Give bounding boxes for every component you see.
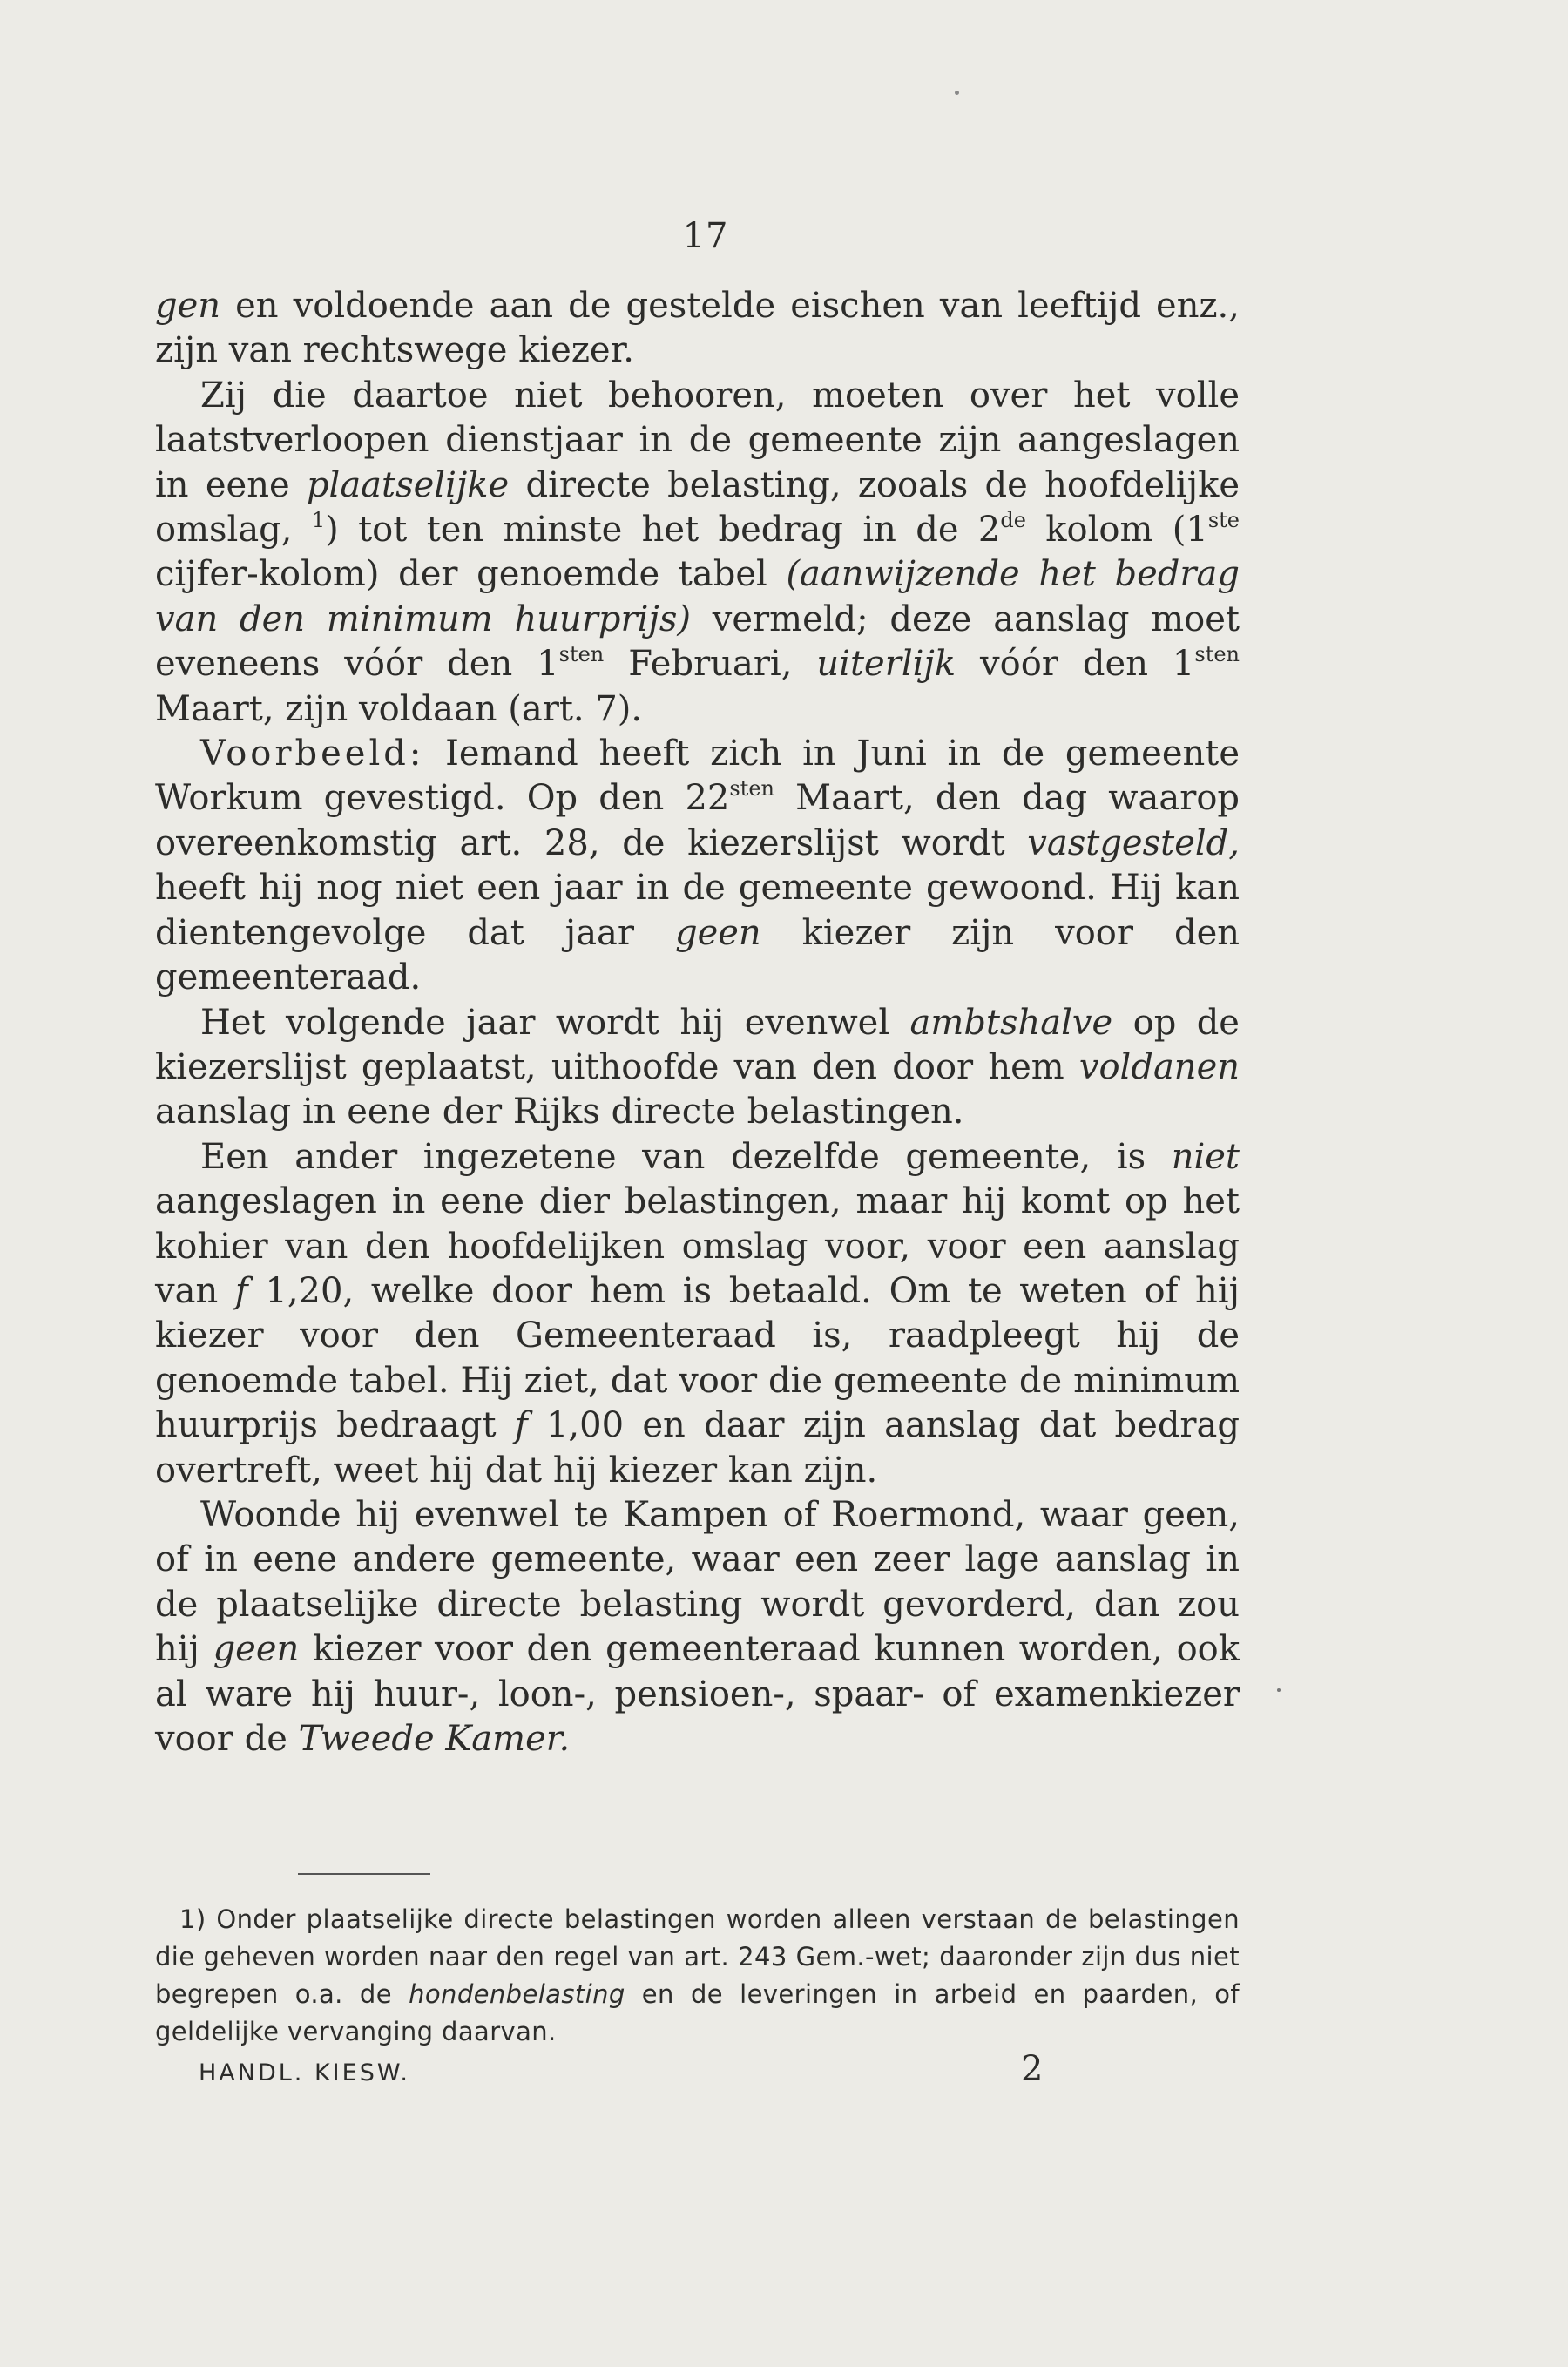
paper-speck [1277, 1688, 1281, 1692]
text-run: en de leveringen in arbeid en paarden, of geldelijke vervanging daarvan. [155, 1979, 1240, 2046]
spaced-text: Voorbeeld: [200, 734, 425, 774]
italic-text: gen [155, 286, 221, 326]
italic-text: geen [213, 1629, 300, 1670]
italic-text: (aanwijzende het bedrag van den minimum huurprijs) [155, 554, 1240, 639]
superscript: sten [558, 642, 605, 667]
paragraph-3 [155, 732, 1240, 1000]
paper-speck [955, 91, 959, 95]
paragraph-4 [155, 1001, 1240, 1135]
footnote-text [155, 1901, 1240, 2051]
italic-text: plaatselijke [306, 464, 510, 505]
text-run: cijfer-kolom) der genoemde tabel [155, 554, 787, 595]
paragraph-6 [155, 1493, 1240, 1762]
text-run: Maart, zijn voldaan (art. 7). [155, 688, 643, 729]
italic-text: hondenbelasting [409, 1979, 625, 2009]
text-run: 1,20, welke door hem is betaald. Om te weten of hij kiezer voor den Gemeenteraad is, raadpleegt hij de genoemde tabel. Hij ziet, dat voor die gemeente de minimum huurprijs bedraagt [155, 1270, 1240, 1446]
text-run: en voldoende aan de gestelde eischen van leeftijd enz., zijn van rechtswege kiezer. [155, 286, 1240, 371]
text-run: aangeslagen in eene dier belastingen, maar hij komt op het kohier van den hoofdelijken omslag voor, voor een aanslag van [155, 1181, 1240, 1311]
italic-text: f [234, 1270, 248, 1311]
paragraph-1 [155, 284, 1240, 374]
text-run: Maart, den dag waarop overeenkomstig art. 28, de kiezerslijst wordt [155, 778, 1240, 863]
body-text [155, 284, 1240, 1762]
page-number: 17 [682, 216, 729, 256]
text-run: ) tot ten minste het bedrag in de 2 [325, 510, 1001, 551]
italic-text: ambtshalve [909, 1002, 1113, 1043]
text-run: directe belasting, zooals de hoofdelijke omslag, [155, 464, 1240, 551]
text-run: Woonde hij evenwel te Kampen of Roermond, waar geen, of in eene andere gemeente, waar een zeer lage aanslag in de plaatselijke directe belasting wordt gevorderd, dan zou hij [155, 1494, 1240, 1670]
text-run: 1,00 en daar zijn aanslag dat bedrag overtreft, weet hij dat hij kiezer kan zijn. [155, 1405, 1240, 1491]
text-run: vóór den 1 [956, 644, 1195, 685]
text-run: kiezer voor den gemeenteraad kunnen worden, ook al ware hij huur-, loon-, pensioen-, spaar- of examenkiezer voor de [155, 1629, 1240, 1759]
signature-number: 2 [1021, 2049, 1044, 2089]
text-run: heeft hij nog niet een jaar in de gemeente gewoond. Hij kan dientengevolge dat jaar [155, 868, 1240, 953]
footnote-rule [298, 1873, 430, 1875]
text-run: aanslag in eene der Rijks directe belastingen. [155, 1092, 964, 1133]
superscript: sten [1194, 642, 1240, 667]
paragraph-5 [155, 1135, 1240, 1493]
text-run: op de kiezerslijst geplaatst, uithoofde van den door hem [155, 1002, 1240, 1087]
italic-text: voldanen [1078, 1046, 1240, 1087]
signature-mark: HANDL. KIESW. [199, 2059, 411, 2086]
text-run: 1) Onder plaatselijke directe belastingen worden alleen verstaan de belastingen die geheven worden naar den regel van art. 243 Gem.-wet; daaronder zijn dus niet begrepen o.a. de [155, 1904, 1240, 2009]
text-run: Het volgende jaar wordt hij evenwel [200, 1002, 910, 1043]
paragraph-2 [155, 374, 1240, 732]
superscript: sten [729, 776, 774, 801]
italic-text: Tweede Kamer. [298, 1719, 571, 1759]
text-run: vermeld; deze aanslag moet eveneens vóór den 1 [155, 599, 1240, 685]
italic-text: vastgesteld, [1027, 822, 1240, 863]
text-run: kiezer zijn voor den gemeenteraad. [155, 912, 1240, 998]
text-run: Zij die daartoe niet behooren, moeten over het volle laatstverloopen dienstjaar in de gemeente zijn aangeslagen in eene [155, 375, 1240, 505]
superscript: de [1000, 508, 1026, 533]
superscript: ste [1207, 508, 1240, 533]
superscript: 1 [311, 508, 326, 533]
text-run: Februari, [604, 644, 817, 685]
text-run: Een ander ingezetene van dezelfde gemeente, is [200, 1136, 1172, 1177]
text-run: Iemand heeft zich in Juni in de gemeente Workum gevestigd. Op den 22 [155, 734, 1240, 819]
text-run: kolom (1 [1025, 510, 1208, 551]
footnote [155, 1901, 1240, 2051]
italic-text: niet [1171, 1136, 1240, 1177]
italic-text: uiterlijk [816, 644, 956, 685]
italic-text: f [514, 1405, 528, 1446]
italic-text: geen [674, 912, 761, 953]
